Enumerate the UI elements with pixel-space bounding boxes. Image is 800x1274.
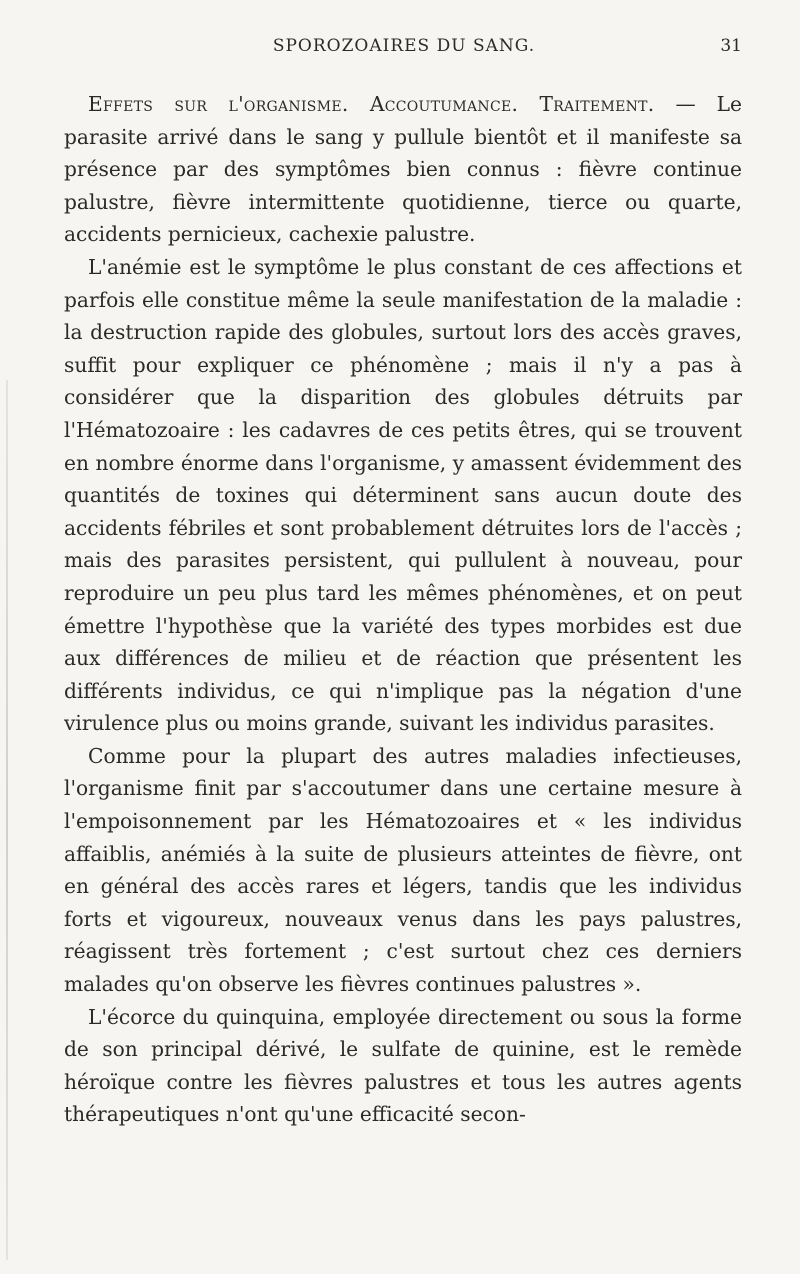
running-title: SPOROZOAIRES DU SANG. [272,36,536,56]
section-heading-dash: — [654,92,717,116]
section-heading: Effets sur l'organisme. Accoutumance. Traitement. [88,92,655,116]
body-text [64,88,742,1131]
running-head [66,36,742,62]
page-edge-shadow [6,380,8,1260]
paragraph-1 [64,88,742,251]
page-number: 31 [720,36,742,56]
paragraph-3: Comme pour la plupart des autres maladies infectieuses, l'organisme finit par s'accoutumer dans une certaine mesure à l'empoisonnement par les Hématozoaires et « les individus affaiblis, anémiés à la suite de plusieurs atteintes de fièvre, ont en général des accès rares et légers, tandis que les individus forts et vigoureux, nouveaux venus dans les pays palustres, réagissent très fortement ; c'est surtout chez ces derniers malades qu'on observe les fièvres continues palustres ». [64,743,742,997]
paragraph-1-text: Le parasite arrivé dans le sang y pullule bientôt et il manifeste sa présence par des symptômes bien connus : fièvre continue palustre, fièvre intermittente quotidienne, tierce ou quarte, accidents pernicieux, cachexie palustre. [64,92,742,247]
paragraph-2: L'anémie est le symptôme le plus constant de ces affections et parfois elle constitue même la seule manifestation de la maladie : la destruction rapide des globules, surtout lors des accès graves, suffit pour expliquer ce phénomène ; mais il n'y a pas à considérer que la disparition des globules détruits par l'Hématozoaire : les cadavres de ces petits êtres, qui se trouvent en nombre énorme dans l'organisme, y amassent évidemment des quantités de toxines qui déterminent sans aucun doute des accidents fébriles et sont probablement détruites lors de l'accès ; mais des parasites persistent, qui pullulent à nouveau, pour reproduire un peu plus tard les mêmes phénomènes, et on peut émettre l'hypothèse que la variété des types morbides est due aux différences de milieu et de réaction que présentent les différents individus, ce qui n'implique pas la négation d'une virulence plus ou moins grande, suivant les individus parasites. [64,254,742,736]
paragraph-4: L'écorce du quinquina, employée directement ou sous la forme de son principal dérivé, le sulfate de quinine, est le remède héroïque contre les fièvres palustres et tous les autres agents thérapeutiques n'ont qu'une efficacité secon- [64,1004,742,1127]
